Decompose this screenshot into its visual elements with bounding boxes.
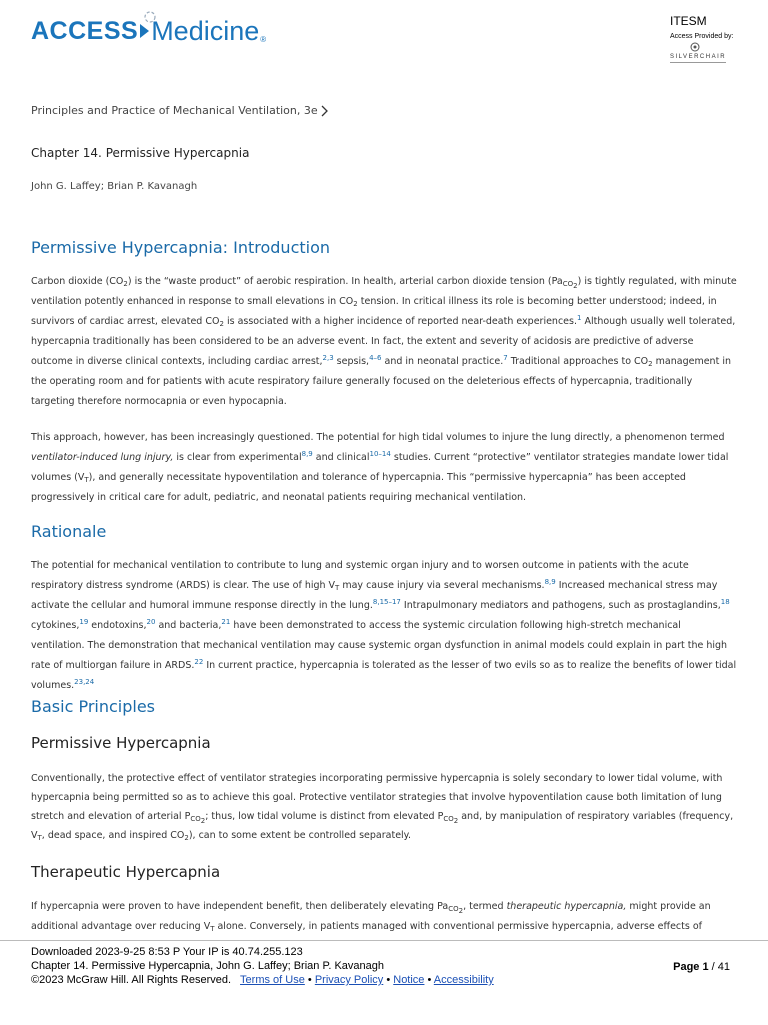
provider-divider — [670, 62, 726, 63]
provider-name: SILVERCHAIR — [670, 54, 727, 60]
section-heading-introduction: Permissive Hypercapnia: Introduction — [31, 238, 331, 257]
subsection-heading-therapeutic-hypercapnia: Therapeutic Hypercapnia — [31, 863, 221, 881]
footer-citation: Chapter 14. Permissive Hypercapnia, John G. Laffey; Brian P. Kavanagh — [31, 960, 385, 972]
page-footer — [0, 940, 768, 1025]
chevron-right-icon — [320, 105, 328, 117]
logo-medicine-text: Medicine — [151, 15, 260, 46]
section-heading-basic-principles: Basic Principles — [31, 697, 155, 716]
silverchair-logo-icon — [690, 42, 700, 52]
breadcrumb[interactable] — [31, 104, 328, 117]
terms-of-use-link[interactable]: Terms of Use — [240, 974, 305, 986]
chapter-authors: John G. Laffey; Brian P. Kavanagh — [31, 181, 198, 192]
logo-arrow-icon — [140, 24, 149, 38]
paragraph-rationale: The potential for mechanical ventilation to contribute to lung and systemic organ injury and to worsen outcome in patients with the acute respiratory distress syndrome (ARDS) is clear. The use of high $V_T$ may cause injury via several mechanisms.$^{8,9}$ Increased mechanical stress may activate the cellular and humoral immune response directly in the lung.$^{8,15-17}$ Intrapulmonary mediators and pathogens, such as prostaglandins,$^{18}$ cytokines,$^{19}$ endotoxins,$^{20}$ and bacteria,$^{21}$ have been demonstrated to access the systemic circulation following high-stretch mechanical ventilation. The demonstration that mechanical ventilation may cause systemic organ dysfunction in animal models could explain in part the high rate of multiorgan failure in ARDS.$^{22}$ In current practice, hypercapnia is tolerated as the lesser of two evils so as to realize the benefits of lower tidal volumes.$^{23,24}$ — [31, 560, 737, 691]
accessmedicine-logo[interactable] — [31, 14, 266, 48]
logo-access-text: ACCESS — [31, 16, 139, 45]
logo-registered-mark: ® — [260, 35, 267, 44]
paragraph-therapeutic-hypercapnia: If hypercapnia were proven to have independent benefit, then deliberately elevating $Pa_{CO_2}$, termed therapeutic hypercapnia, might provide an additional advantage over reducing $V_T$ alone. Conversely, in patients managed with conventional permissive hypercapnia, adverse effects of — [31, 901, 711, 933]
paragraph-introduction-1: Carbon dioxide $(CO_2)$ is the “waste product” of aerobic respiration. In health, arterial carbon dioxide tension $(Pa_{CO_2})$ is tightly regulated, with minute ventilation potently enhanced in response to small elevations in $CO_2$ tension. In critical illness its role is becoming better understood; indeed, in survivors of cardiac arrest, elevated $CO_2$ is associated with a higher incidence of reported near-death experiences.$^1$ Although usually well tolerated, hypercapnia traditionally has been considered to be an adverse event. In fact, the extent and severity of acidosis are predictive of adverse outcome in diverse clinical contexts, including cardiac arrest,$^{2,3}$ sepsis,$^{4-6}$ and in neonatal practice.$^7$ Traditional approaches to $CO_2$ management in the operating room and for patients with acute respiratory failure generally focused on the deleterious effects of hypercapnia, traditionally targeting therefore normocapnia or even hypocapnia. — [31, 276, 737, 407]
access-provided-label: Access Provided by: — [670, 33, 734, 40]
institution-name: ITESM — [670, 14, 707, 28]
footer-downloaded: Downloaded 2023-9-25 8:53 P Your IP is 40.74.255.123 — [31, 946, 303, 958]
page-indicator — [673, 961, 730, 973]
paragraph-permissive-hypercapnia: Conventionally, the protective effect of ventilator strategies incorporating permissive hypercapnia is solely secondary to lower tidal volume, with hypercapnia being permitted so as to achieve this goal. Protective ventilator strategies that involve hypoventilation cause both limitation of lung stretch and elevation of arterial $P_{CO_2}$; thus, low tidal volume is distinct from elevated $P_{CO_2}$ and, by manipulation of respiratory variables (frequency, $V_T$, dead space, and inspired $CO_2$), can to some extent be controlled separately. — [31, 773, 734, 842]
paragraph-introduction-2: This approach, however, has been increasingly questioned. The potential for high tidal volumes to injure the lung directly, a phenomenon termed ventilator-induced lung injury, is clear from experimental$^{8,9}$ and clinical$^{10-14}$ studies. Current “protective” ventilator strategies mandate lower tidal volumes $(V_T)$, and generally necessitate hypoventilation and tolerance of hypercapnia. This “permissive hypercapnia” has been accepted progressively in critical care for adult, pediatric, and neonatal patients requiring mechanical ventilation. — [31, 432, 729, 503]
subsection-heading-permissive-hypercapnia: Permissive Hypercapnia — [31, 734, 211, 752]
page-total: / 41 — [711, 961, 730, 973]
privacy-policy-link[interactable]: Privacy Policy — [314, 974, 384, 986]
section-heading-rationale: Rationale — [31, 522, 107, 541]
accessibility-link[interactable]: Accessibility — [433, 974, 494, 986]
breadcrumb-book-title[interactable]: Principles and Practice of Mechanical Ventilation, 3e — [31, 104, 318, 117]
footer-copyright: ©2023 McGraw Hill. All Rights Reserved. — [31, 974, 232, 986]
logo-swirl-icon — [143, 10, 157, 24]
notice-link[interactable]: Notice — [393, 974, 425, 986]
footer-copyright-line: ©2023 McGraw Hill. All Rights Reserved. Terms of Use • Privacy Policy • Notice • Accessibility — [31, 974, 494, 986]
page-number: Page 1 — [673, 961, 709, 973]
site-header — [0, 0, 768, 80]
chapter-title: Chapter 14. Permissive Hypercapnia — [31, 146, 250, 160]
